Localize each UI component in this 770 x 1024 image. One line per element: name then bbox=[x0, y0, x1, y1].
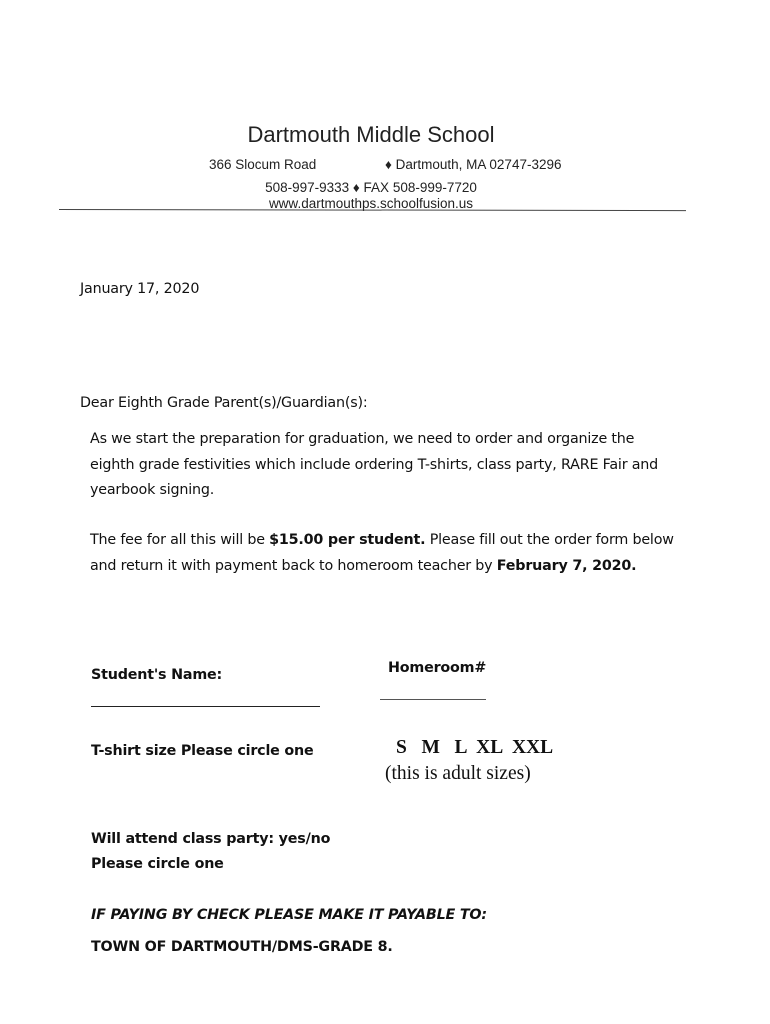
homeroom-label: Homeroom# bbox=[388, 660, 487, 676]
tshirt-size-options[interactable]: S M L XL XXL bbox=[396, 737, 554, 758]
paragraph-fee-line: and return it with payment back to homeroom teacher by February 7, 2020. bbox=[90, 557, 637, 574]
class-party-label[interactable]: Will attend class party: yes/no bbox=[91, 831, 331, 847]
student-name-label: Student's Name: bbox=[91, 667, 223, 683]
salutation: Dear Eighth Grade Parent(s)/Guardian(s): bbox=[80, 395, 368, 411]
paragraph-intro-line: eighth grade festivities which include ordering T-shirts, class party, RARE Fair and bbox=[90, 456, 659, 473]
website: www.dartmouthps.schoolfusion.us bbox=[268, 196, 474, 211]
paragraph-fee-line: The fee for all this will be $15.00 per student. Please fill out the order form below bbox=[90, 532, 674, 548]
paragraph-intro-line: As we start the preparation for graduation, we need to order and organize the bbox=[90, 431, 635, 447]
check-payable-note: IF PAYING BY CHECK PLEASE MAKE IT PAYABLE TO: bbox=[91, 907, 487, 923]
check-payee: TOWN OF DARTMOUTH/DMS-GRADE 8. bbox=[91, 939, 393, 955]
city-address: ♦ Dartmouth, MA 02747-3296 bbox=[385, 157, 562, 172]
street-address: 366 Slocum Road bbox=[209, 157, 317, 172]
deadline-date: February 7, 2020. bbox=[496, 557, 637, 574]
paragraph-fee bbox=[90, 528, 690, 579]
letter-date: January 17, 2020 bbox=[80, 281, 200, 297]
paragraph-intro-line: yearbook signing. bbox=[90, 482, 215, 498]
fee-amount: $15.00 per student. bbox=[269, 532, 426, 548]
paragraph-intro bbox=[90, 427, 690, 504]
phone-fax: 508-997-9333 ♦ FAX 508-999-7720 bbox=[265, 180, 477, 195]
student-name-blank[interactable] bbox=[91, 706, 320, 707]
homeroom-blank[interactable] bbox=[380, 699, 486, 700]
tshirt-size-label: T-shirt size Please circle one bbox=[91, 743, 314, 759]
class-party-instruction: Please circle one bbox=[91, 856, 224, 872]
school-name: Dartmouth Middle School bbox=[247, 122, 495, 147]
tshirt-size-note: (this is adult sizes) bbox=[385, 763, 531, 784]
